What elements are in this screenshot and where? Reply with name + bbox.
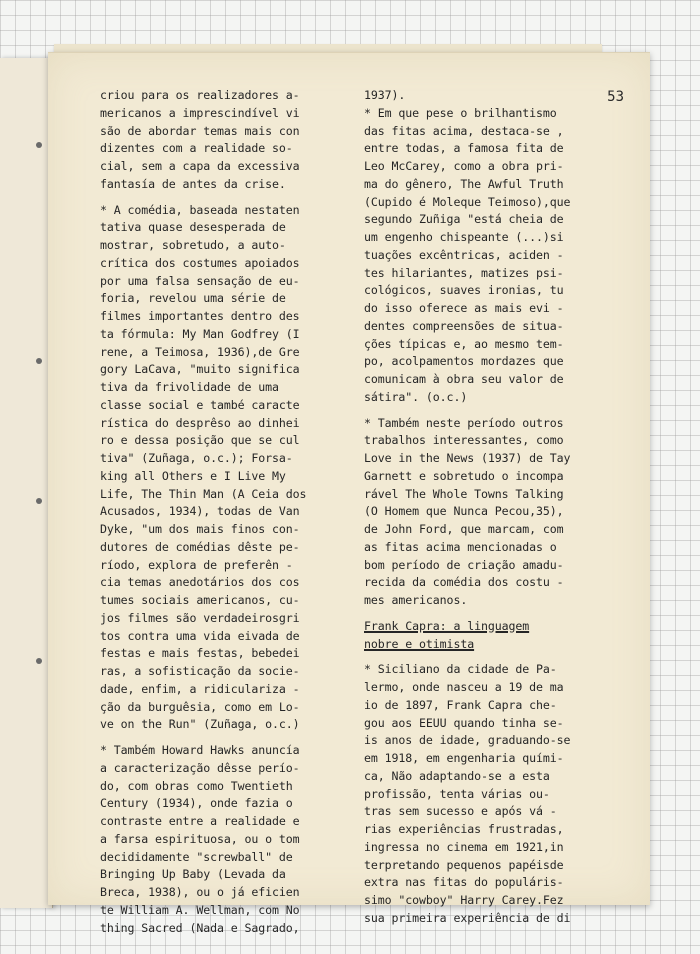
text-line: entre todas, a famosa fita de (364, 141, 564, 156)
text-line: tras sem sucesso e após vá - (364, 804, 557, 819)
text-line: dutores de comédias dêste pe- (100, 539, 300, 554)
text-line: rias experiências frustradas, (364, 822, 564, 836)
section-heading-line: Frank Capra: a linguagem (364, 618, 530, 633)
text-line: crítica dos costumes apoiados (100, 255, 300, 270)
text-line: criou para os realizadores a- (100, 88, 300, 102)
text-line: extra nas fitas do populáris- (364, 875, 564, 890)
text-line: tos contra uma vida eivada de (100, 628, 300, 643)
text-line: ve on the Run" (Zuñaga, o.c.) (100, 717, 300, 732)
paragraph-gap (100, 194, 336, 202)
text-line: king all Others e I Live My (100, 468, 286, 483)
text-line: tiva da frivolidade de uma (100, 380, 279, 394)
text-line: foria, revelou uma série de (100, 291, 286, 306)
text-line: tativa quase desesperada de (100, 220, 286, 235)
paragraph-gap (100, 734, 336, 742)
text-line: * Em que pese o brilhantismo (364, 105, 557, 120)
text-line: ras, a sofisticação da socie- (100, 664, 300, 678)
text-line: festas e mais festas, bebedei (100, 646, 300, 661)
text-line: a farsa espirituosa, ou o tom (100, 831, 300, 846)
text-line: sua primeira experiência de di (364, 910, 571, 925)
text-line: bom período de criação amadu- (364, 557, 564, 572)
text-line: gory LaCava, "muito significa (100, 362, 300, 377)
text-line: segundo Zuñiga "está cheia de (364, 212, 564, 227)
left-text-column (100, 87, 336, 937)
text-line: fantasía de antes da crise. (100, 176, 286, 191)
typewritten-page (48, 52, 650, 935)
text-line: ro e dessa posição que se cul (100, 433, 300, 448)
text-line: tuações excêntricas, aciden - (364, 247, 564, 262)
text-line: Love in the News (1937) de Tay (364, 451, 571, 465)
text-line: Acusados, 1934), todas de Van (100, 504, 300, 519)
text-line: dizentes com a realidade so- (100, 141, 293, 156)
text-line: em 1918, em engenharia quími- (364, 751, 564, 765)
text-line: tiva" (Zuñaga, o.c.); Forsa- (100, 451, 293, 465)
paragraph-gap (364, 610, 600, 618)
page-number: 53 (607, 89, 624, 105)
text-line: ca, Não adaptando-se a esta (364, 768, 550, 783)
text-line: ingressa no cinema em 1921,in (364, 839, 564, 854)
text-line: do, com obras como Twentieth (100, 778, 293, 793)
text-line: contraste entre a realidade e (100, 814, 300, 828)
text-line: * Siciliano da cidade de Pa- (364, 662, 557, 677)
section-heading-line: nobre e otimista (364, 636, 475, 651)
text-line: thing Sacred (Nada e Sagrado, (100, 920, 300, 935)
text-line: jos filmes são verdadeirosgri (100, 610, 300, 625)
text-line: por uma falsa sensação de eu- (100, 273, 300, 288)
text-line: rene, a Teimosa, 1936),de Gre (100, 344, 300, 359)
text-line: po, acolpamentos mordazes que (364, 354, 564, 369)
binding-hole (36, 498, 42, 504)
text-line: decididamente "screwball" de (100, 849, 293, 864)
paragraph-gap (364, 653, 600, 661)
text-line: is anos de idade, graduando-se (364, 733, 571, 748)
facing-page-edge (0, 58, 53, 908)
binding-hole (36, 658, 42, 664)
text-line: tumes sociais americanos, cu- (100, 593, 300, 607)
text-line: simo "cowboy" Harry Carey.Fez (364, 893, 564, 907)
text-line: lermo, onde nasceu a 19 de ma (364, 680, 564, 694)
text-line: cológicos, suaves ironias, tu (364, 283, 564, 298)
text-line: gou aos EEUU quando tinha se- (364, 715, 564, 730)
text-line: Breca, 1938), ou o já eficien (100, 885, 300, 899)
text-line: (O Homem que Nunca Pecou,35), (364, 504, 564, 519)
paragraph-gap (364, 407, 600, 415)
text-line: Leo McCarey, como a obra pri- (364, 159, 564, 173)
text-line: ma do gênero, The Awful Truth (364, 176, 564, 191)
text-line: um engenho chispeante (...)si (364, 230, 564, 244)
binding-hole (36, 358, 42, 364)
text-line: cia temas anedotários dos cos (100, 575, 300, 590)
text-line: do isso oferece as mais evi - (364, 301, 564, 315)
text-line: ções típicas e, ao mesmo tem- (364, 336, 564, 351)
text-line: rável The Whole Towns Talking (364, 486, 564, 501)
text-line: ção da burguêsia, como em Lo- (100, 699, 300, 714)
text-line: * A comédia, baseada nestaten (100, 202, 300, 217)
text-line: mes americanos. (364, 593, 468, 607)
text-line: comunicam à obra seu valor de (364, 372, 564, 386)
text-line: tes hilariantes, matizes psi- (364, 265, 564, 280)
right-text-column (364, 87, 600, 928)
text-line: io de 1897, Frank Capra che- (364, 697, 557, 712)
text-line: cial, sem a capa da excessiva (100, 159, 300, 173)
text-line: Century (1934), onde fazia o (100, 796, 293, 811)
text-line: Dyke, "um dos mais finos con- (100, 522, 300, 536)
text-line: dade, enfim, a ridiculariza - (100, 681, 300, 696)
text-line: a caracterização dêsse perío- (100, 760, 300, 775)
text-line: mostrar, sobretudo, a auto- (100, 238, 286, 252)
text-line: classe social e també caracte (100, 397, 300, 412)
binding-hole (36, 142, 42, 148)
text-line: as fitas acima mencionadas o (364, 539, 557, 554)
text-line: das fitas acima, destaca-se , (364, 123, 564, 138)
text-line: filmes importantes dentro des (100, 309, 300, 323)
text-line: Bringing Up Baby (Levada da (100, 867, 286, 882)
text-line: Life, The Thin Man (A Ceia dos (100, 486, 307, 501)
text-line: dentes compreensões de situa- (364, 318, 564, 333)
text-line: trabalhos interessantes, como (364, 433, 564, 448)
text-line: 1937). (364, 88, 406, 102)
text-line: ta fórmula: My Man Godfrey (I (100, 326, 300, 341)
text-line: * Também neste período outros (364, 415, 564, 430)
text-line: sátira". (o.c.) (364, 389, 468, 404)
text-line: de John Ford, que marcam, com (364, 522, 564, 536)
text-line: * Também Howard Hawks anuncía (100, 743, 300, 757)
text-line: rística do desprêso ao dinhei (100, 415, 300, 430)
text-line: ríodo, explora de preferên - (100, 557, 293, 572)
text-line: (Cupido é Moleque Teimoso),que (364, 194, 571, 209)
text-line: recida da comédia dos costu - (364, 575, 564, 590)
text-line: são de abordar temas mais con (100, 123, 300, 138)
text-line: mericanos a imprescindível vi (100, 105, 300, 120)
text-line: te William A. Wellman, com No (100, 902, 300, 917)
text-line: profissão, tenta várias ou- (364, 786, 550, 801)
text-line: Garnett e sobretudo o incompa (364, 468, 564, 483)
text-line: terpretando pequenos papéisde (364, 857, 564, 872)
